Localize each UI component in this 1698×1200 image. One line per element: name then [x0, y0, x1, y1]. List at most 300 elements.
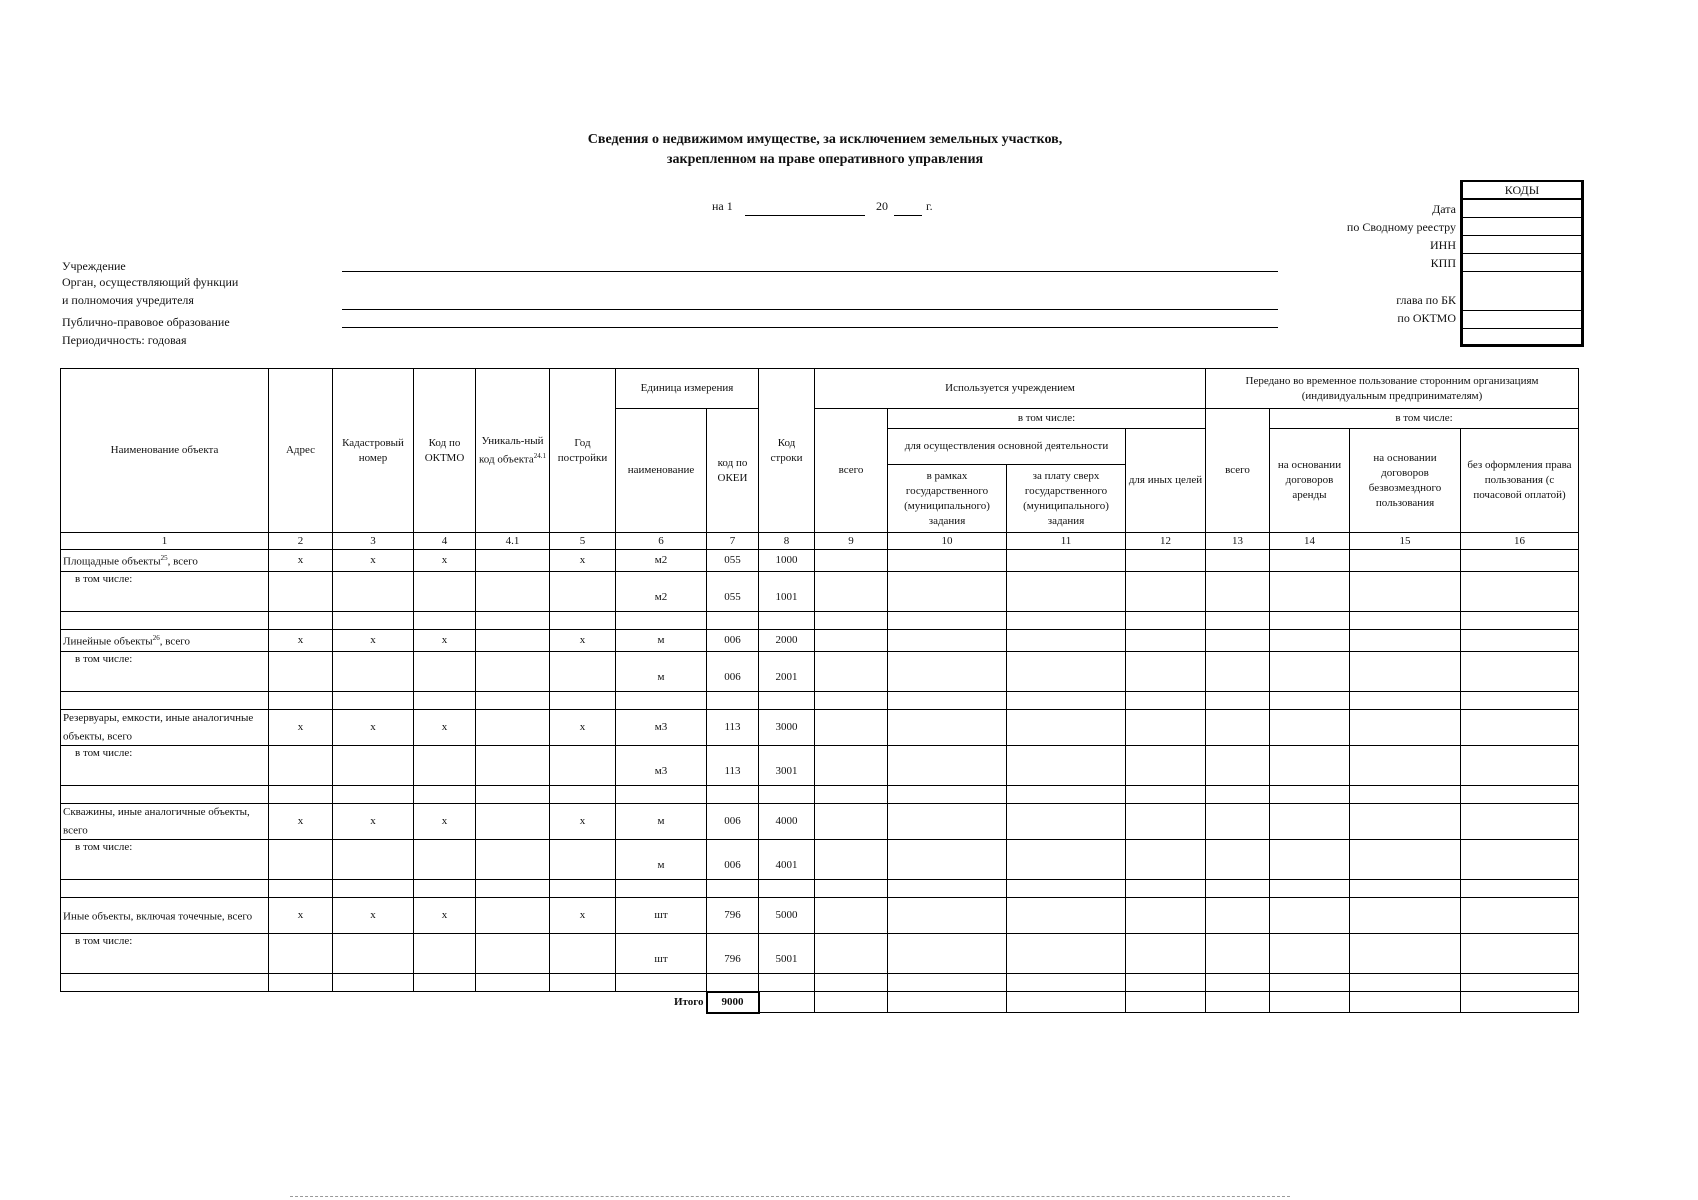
blank-cell[interactable]	[815, 880, 888, 898]
date-year-field[interactable]	[894, 200, 922, 216]
blank-cell[interactable]	[61, 786, 269, 804]
value-cell[interactable]	[888, 746, 1007, 786]
col-header-used-total: всего	[815, 409, 888, 533]
value-cell[interactable]	[1350, 804, 1461, 840]
cell-row-code: 1000	[759, 550, 815, 572]
col-header-free-use: на основании договоров безвозмездного пользования	[1350, 429, 1461, 533]
group-total-row	[61, 804, 1579, 840]
blank-cell[interactable]	[1206, 974, 1270, 992]
blank-cell[interactable]	[269, 974, 333, 992]
blank-cell[interactable]	[476, 692, 550, 710]
blank-cell[interactable]	[815, 692, 888, 710]
value-cell[interactable]	[1461, 898, 1579, 934]
cell-year[interactable]	[550, 572, 616, 612]
blank-cell[interactable]	[550, 692, 616, 710]
value-cell[interactable]	[1461, 804, 1579, 840]
cell-cadastral[interactable]	[333, 840, 414, 880]
group-blank-row	[61, 880, 1579, 898]
cell-okei: 796	[707, 934, 759, 974]
value-cell[interactable]	[1007, 630, 1126, 652]
blank-cell[interactable]	[333, 786, 414, 804]
value-cell[interactable]	[1007, 804, 1126, 840]
value-cell[interactable]	[815, 630, 888, 652]
blank-cell[interactable]	[333, 974, 414, 992]
cell-cadastral[interactable]	[333, 746, 414, 786]
cell-okei: 113	[707, 746, 759, 786]
value-cell[interactable]	[1270, 572, 1350, 612]
value-cell[interactable]	[888, 710, 1007, 746]
blank-cell[interactable]	[888, 880, 1007, 898]
blank-cell[interactable]	[616, 786, 707, 804]
value-cell[interactable]	[1461, 550, 1579, 572]
value-cell[interactable]	[1206, 746, 1270, 786]
blank-cell[interactable]	[759, 692, 815, 710]
blank-cell[interactable]	[269, 692, 333, 710]
institution-field[interactable]	[342, 271, 1278, 272]
cell-address: х	[269, 630, 333, 652]
blank-cell[interactable]	[1126, 692, 1206, 710]
value-cell[interactable]	[888, 630, 1007, 652]
label-founder-line2: и полномочия учредителя	[62, 293, 194, 307]
cell-cadastral[interactable]	[333, 652, 414, 692]
value-cell[interactable]	[1270, 898, 1350, 934]
cell-unique-code[interactable]	[476, 804, 550, 840]
value-cell[interactable]	[1126, 804, 1206, 840]
col-header-address: Адрес	[269, 369, 333, 533]
total-cell[interactable]	[1350, 992, 1461, 1013]
cell-unit: м	[616, 840, 707, 880]
value-cell[interactable]	[1350, 710, 1461, 746]
value-cell[interactable]	[1350, 652, 1461, 692]
value-cell[interactable]	[1270, 710, 1350, 746]
group-blank-row	[61, 974, 1579, 992]
value-cell[interactable]	[1461, 934, 1579, 974]
blank-cell[interactable]	[759, 612, 815, 630]
value-cell[interactable]	[1461, 840, 1579, 880]
col-header-other-purposes: для иных целей	[1126, 429, 1206, 533]
col-header-rent: на основании договоров аренды	[1270, 429, 1350, 533]
value-cell[interactable]	[888, 550, 1007, 572]
value-cell[interactable]	[1206, 898, 1270, 934]
cell-okei: 006	[707, 630, 759, 652]
cell-address[interactable]	[269, 572, 333, 612]
value-cell[interactable]	[815, 572, 888, 612]
value-cell[interactable]	[1461, 746, 1579, 786]
blank-cell[interactable]	[414, 786, 476, 804]
col-header-cadastral: Кадастровый номер	[333, 369, 414, 533]
blank-cell[interactable]	[1126, 612, 1206, 630]
col-num: 7	[707, 533, 759, 550]
value-cell[interactable]	[1270, 746, 1350, 786]
col-num: 3	[333, 533, 414, 550]
cell-oktmo: х	[414, 550, 476, 572]
blank-cell[interactable]	[1007, 612, 1126, 630]
group-name-text: Скважины, иные аналогичные объекты, всего	[63, 805, 250, 837]
cell-oktmo[interactable]	[414, 840, 476, 880]
cell-row-code: 3000	[759, 710, 815, 746]
date-day-month-field[interactable]	[745, 200, 865, 216]
value-cell[interactable]	[815, 840, 888, 880]
blank-cell[interactable]	[1007, 786, 1126, 804]
cell-year[interactable]	[550, 840, 616, 880]
value-cell[interactable]	[815, 550, 888, 572]
cell-unique-code[interactable]	[476, 550, 550, 572]
value-cell[interactable]	[1206, 550, 1270, 572]
value-cell[interactable]	[815, 746, 888, 786]
group-footnote: 26	[152, 634, 160, 643]
title-line-2: закрепленном на праве оперативного управления	[666, 152, 984, 167]
value-cell[interactable]	[1206, 804, 1270, 840]
cell-unique-code[interactable]	[476, 746, 550, 786]
cell-unique-code[interactable]	[476, 710, 550, 746]
blank-cell[interactable]	[1007, 692, 1126, 710]
blank-cell[interactable]	[61, 880, 269, 898]
code-label-registry: по Сводному реестру	[1346, 220, 1456, 234]
col-header-row-code: Код строки	[759, 369, 815, 533]
total-cell[interactable]	[1461, 992, 1579, 1013]
cell-okei: 055	[707, 550, 759, 572]
date-suffix: г.	[926, 199, 933, 213]
cell-row-code: 4000	[759, 804, 815, 840]
blank-cell[interactable]	[707, 692, 759, 710]
public-entity-field[interactable]	[342, 327, 1278, 328]
cell-unit: м2	[616, 550, 707, 572]
total-cell[interactable]	[1206, 992, 1270, 1013]
blank-cell[interactable]	[1007, 880, 1126, 898]
value-cell[interactable]	[1007, 652, 1126, 692]
blank-cell[interactable]	[707, 786, 759, 804]
cell-address[interactable]	[269, 746, 333, 786]
value-cell[interactable]	[888, 898, 1007, 934]
value-cell[interactable]	[1350, 934, 1461, 974]
total-row	[61, 992, 1579, 1013]
group-name-text: Иные объекты, включая точечные, всего	[63, 910, 253, 923]
value-cell[interactable]	[1461, 652, 1579, 692]
blank-cell[interactable]	[1270, 612, 1350, 630]
cell-unique-code[interactable]	[476, 934, 550, 974]
value-cell[interactable]	[815, 898, 888, 934]
blank-cell[interactable]	[269, 786, 333, 804]
blank-cell[interactable]	[61, 692, 269, 710]
group-including-row	[61, 572, 1579, 612]
value-cell[interactable]	[1461, 630, 1579, 652]
blank-cell[interactable]	[269, 880, 333, 898]
col-num: 1	[61, 533, 269, 550]
cell-row-code: 5000	[759, 898, 815, 934]
including-label: в том числе:	[61, 840, 269, 880]
col-num: 8	[759, 533, 815, 550]
blank-cell[interactable]	[1270, 692, 1350, 710]
cell-address[interactable]	[269, 652, 333, 692]
group-name	[61, 898, 269, 934]
blank-cell[interactable]	[1126, 974, 1206, 992]
blank-cell[interactable]	[61, 974, 269, 992]
blank-cell[interactable]	[707, 612, 759, 630]
value-cell[interactable]	[1206, 840, 1270, 880]
value-cell[interactable]	[815, 652, 888, 692]
value-cell[interactable]	[1007, 710, 1126, 746]
value-cell[interactable]	[1126, 652, 1206, 692]
value-cell[interactable]	[888, 934, 1007, 974]
blank-cell[interactable]	[414, 974, 476, 992]
blank-cell[interactable]	[550, 786, 616, 804]
blank-cell[interactable]	[888, 786, 1007, 804]
blank-cell[interactable]	[550, 974, 616, 992]
col-num: 15	[1350, 533, 1461, 550]
group-blank-row	[61, 692, 1579, 710]
blank-cell[interactable]	[333, 612, 414, 630]
blank-cell[interactable]	[707, 880, 759, 898]
col-num: 14	[1270, 533, 1350, 550]
blank-cell[interactable]	[1206, 786, 1270, 804]
blank-cell[interactable]	[1461, 692, 1579, 710]
cell-oktmo: х	[414, 898, 476, 934]
value-cell[interactable]	[1206, 572, 1270, 612]
value-cell[interactable]	[888, 840, 1007, 880]
blank-cell[interactable]	[815, 612, 888, 630]
blank-cell[interactable]	[1350, 880, 1461, 898]
blank-cell[interactable]	[1270, 786, 1350, 804]
cell-unique-code[interactable]	[476, 840, 550, 880]
total-cell[interactable]	[888, 992, 1007, 1013]
cell-unique-code[interactable]	[476, 630, 550, 652]
value-cell[interactable]	[815, 934, 888, 974]
blank-cell[interactable]	[1206, 612, 1270, 630]
blank-cell[interactable]	[1350, 786, 1461, 804]
group-name-text: Резервуары, емкости, иные аналогичные объекты, всего	[63, 711, 254, 743]
cell-cadastral: х	[333, 804, 414, 840]
value-cell[interactable]	[1350, 630, 1461, 652]
group-including-row	[61, 840, 1579, 880]
blank-cell[interactable]	[333, 692, 414, 710]
blank-cell[interactable]	[550, 880, 616, 898]
group-name-text: Площадные объекты	[63, 555, 161, 568]
label-institution: Учреждение	[62, 259, 126, 273]
including-label: в том числе:	[61, 572, 269, 612]
blank-cell[interactable]	[550, 612, 616, 630]
value-cell[interactable]	[1206, 934, 1270, 974]
cell-oktmo[interactable]	[414, 652, 476, 692]
value-cell[interactable]	[888, 572, 1007, 612]
group-footnote: 25	[160, 554, 168, 563]
col-header-oktmo: Код по ОКТМО	[414, 369, 476, 533]
blank-cell[interactable]	[1126, 786, 1206, 804]
value-cell[interactable]	[1007, 840, 1126, 880]
total-cell[interactable]	[1270, 992, 1350, 1013]
col-num: 2	[269, 533, 333, 550]
cell-year[interactable]	[550, 934, 616, 974]
blank-cell[interactable]	[888, 692, 1007, 710]
blank-cell[interactable]	[1350, 692, 1461, 710]
date-prefix: на 1	[712, 199, 733, 213]
value-cell[interactable]	[1350, 840, 1461, 880]
blank-cell[interactable]	[616, 692, 707, 710]
cell-unit: шт	[616, 898, 707, 934]
cell-address[interactable]	[269, 934, 333, 974]
blank-cell[interactable]	[269, 612, 333, 630]
blank-cell[interactable]	[476, 974, 550, 992]
value-cell[interactable]	[1007, 934, 1126, 974]
cell-okei: 796	[707, 898, 759, 934]
cell-unique-code[interactable]	[476, 652, 550, 692]
cell-cadastral: х	[333, 550, 414, 572]
value-cell[interactable]	[1270, 630, 1350, 652]
code-cell-date[interactable]	[1463, 200, 1581, 218]
blank-cell[interactable]	[616, 974, 707, 992]
group-total-row	[61, 898, 1579, 934]
value-cell[interactable]	[1007, 746, 1126, 786]
value-cell[interactable]	[1007, 898, 1126, 934]
code-label-oktmo: по ОКТМО	[1397, 311, 1456, 325]
col-header-unit-okei: код по ОКЕИ	[707, 409, 759, 533]
value-cell[interactable]	[1270, 652, 1350, 692]
value-cell[interactable]	[1126, 710, 1206, 746]
blank-cell[interactable]	[759, 974, 815, 992]
blank-cell[interactable]	[414, 880, 476, 898]
code-label-date: Дата	[1432, 202, 1456, 216]
group-name	[61, 710, 269, 746]
blank-cell[interactable]	[1461, 880, 1579, 898]
cell-address[interactable]	[269, 840, 333, 880]
value-cell[interactable]	[1206, 710, 1270, 746]
cell-year[interactable]	[550, 652, 616, 692]
value-cell[interactable]	[1126, 934, 1206, 974]
cell-address: х	[269, 710, 333, 746]
cell-year: х	[550, 630, 616, 652]
code-cell-kpp[interactable]	[1463, 254, 1581, 272]
value-cell[interactable]	[1206, 630, 1270, 652]
founder-field[interactable]	[342, 309, 1278, 310]
code-cell-oktmo[interactable]	[1463, 311, 1581, 329]
value-cell[interactable]	[1126, 898, 1206, 934]
value-cell[interactable]	[1007, 572, 1126, 612]
value-cell[interactable]	[1350, 572, 1461, 612]
value-cell[interactable]	[1126, 840, 1206, 880]
cell-cadastral[interactable]	[333, 572, 414, 612]
blank-cell[interactable]	[616, 612, 707, 630]
col-header-state-task: в рамках государственного (муниципального) задания	[888, 465, 1007, 533]
cell-unit: м2	[616, 572, 707, 612]
cell-oktmo[interactable]	[414, 572, 476, 612]
blank-cell[interactable]	[888, 974, 1007, 992]
blank-cell[interactable]	[1007, 974, 1126, 992]
col-header-no-formal: без оформления права пользования (с почасовой оплатой)	[1461, 429, 1579, 533]
blank-cell[interactable]	[1350, 612, 1461, 630]
blank-cell[interactable]	[1350, 974, 1461, 992]
value-cell[interactable]	[1126, 572, 1206, 612]
code-cell-empty[interactable]	[1463, 329, 1581, 344]
value-cell[interactable]	[1007, 550, 1126, 572]
cell-cadastral[interactable]	[333, 934, 414, 974]
total-cell[interactable]	[815, 992, 888, 1013]
value-cell[interactable]	[1126, 630, 1206, 652]
blank-cell[interactable]	[759, 880, 815, 898]
col-num: 4.1	[476, 533, 550, 550]
value-cell[interactable]	[815, 710, 888, 746]
value-cell[interactable]	[1461, 710, 1579, 746]
col-header-paid-over: за плату сверх государственного (муниципального) задания	[1007, 465, 1126, 533]
value-cell[interactable]	[1270, 804, 1350, 840]
cell-oktmo[interactable]	[414, 746, 476, 786]
cell-cadastral: х	[333, 898, 414, 934]
blank-cell[interactable]	[1461, 974, 1579, 992]
column-numbers-row	[61, 533, 1579, 550]
cell-unique-code[interactable]	[476, 572, 550, 612]
blank-cell[interactable]	[1206, 880, 1270, 898]
cell-year: х	[550, 804, 616, 840]
col-header-name: Наименование объекта	[61, 369, 269, 533]
blank-cell[interactable]	[333, 880, 414, 898]
cell-year[interactable]	[550, 746, 616, 786]
col-header-transferred-group: Передано во временное пользование сторонним организациям (индивидуальным предпринимателям)	[1206, 369, 1579, 409]
blank-cell[interactable]	[1461, 612, 1579, 630]
col-header-main-activity: для осуществления основной деятельности	[888, 429, 1126, 465]
value-cell[interactable]	[1461, 572, 1579, 612]
value-cell[interactable]	[1350, 746, 1461, 786]
value-cell[interactable]	[1126, 746, 1206, 786]
blank-cell[interactable]	[759, 786, 815, 804]
cell-okei: 006	[707, 840, 759, 880]
blank-cell[interactable]	[888, 612, 1007, 630]
blank-cell[interactable]	[476, 786, 550, 804]
value-cell[interactable]	[1270, 840, 1350, 880]
value-cell[interactable]	[1270, 550, 1350, 572]
label-public-entity: Публично-правовое образование	[62, 315, 230, 329]
blank-cell[interactable]	[476, 880, 550, 898]
blank-cell[interactable]	[616, 880, 707, 898]
value-cell[interactable]	[1126, 550, 1206, 572]
blank-cell[interactable]	[1126, 880, 1206, 898]
blank-cell[interactable]	[1206, 692, 1270, 710]
value-cell[interactable]	[888, 804, 1007, 840]
blank-cell[interactable]	[815, 974, 888, 992]
total-cell[interactable]	[1007, 992, 1126, 1013]
blank-cell[interactable]	[707, 974, 759, 992]
group-total-row	[61, 550, 1579, 572]
total-cell[interactable]	[1126, 992, 1206, 1013]
blank-cell[interactable]	[1270, 974, 1350, 992]
blank-cell[interactable]	[1461, 786, 1579, 804]
cell-address: х	[269, 804, 333, 840]
value-cell[interactable]	[1270, 934, 1350, 974]
blank-cell[interactable]	[414, 612, 476, 630]
value-cell[interactable]	[815, 804, 888, 840]
value-cell[interactable]	[888, 652, 1007, 692]
blank-cell[interactable]	[815, 786, 888, 804]
col-num: 16	[1461, 533, 1579, 550]
group-blank-row	[61, 612, 1579, 630]
value-cell[interactable]	[1350, 898, 1461, 934]
cell-row-code: 4001	[759, 840, 815, 880]
blank-cell[interactable]	[1270, 880, 1350, 898]
code-cell-registry[interactable]	[1463, 218, 1581, 236]
blank-cell[interactable]	[61, 612, 269, 630]
code-cell-inn[interactable]	[1463, 236, 1581, 254]
blank-cell[interactable]	[414, 692, 476, 710]
cell-unique-code[interactable]	[476, 898, 550, 934]
cell-oktmo[interactable]	[414, 934, 476, 974]
including-label: в том числе:	[61, 934, 269, 974]
total-cell[interactable]	[759, 992, 815, 1013]
value-cell[interactable]	[1350, 550, 1461, 572]
code-cell-bk[interactable]	[1463, 272, 1581, 311]
cell-okei: 006	[707, 652, 759, 692]
col-header-used-group: Используется учреждением	[815, 369, 1206, 409]
blank-cell[interactable]	[476, 612, 550, 630]
cell-oktmo: х	[414, 804, 476, 840]
value-cell[interactable]	[1206, 652, 1270, 692]
col-header-unit-name: наименование	[616, 409, 707, 533]
